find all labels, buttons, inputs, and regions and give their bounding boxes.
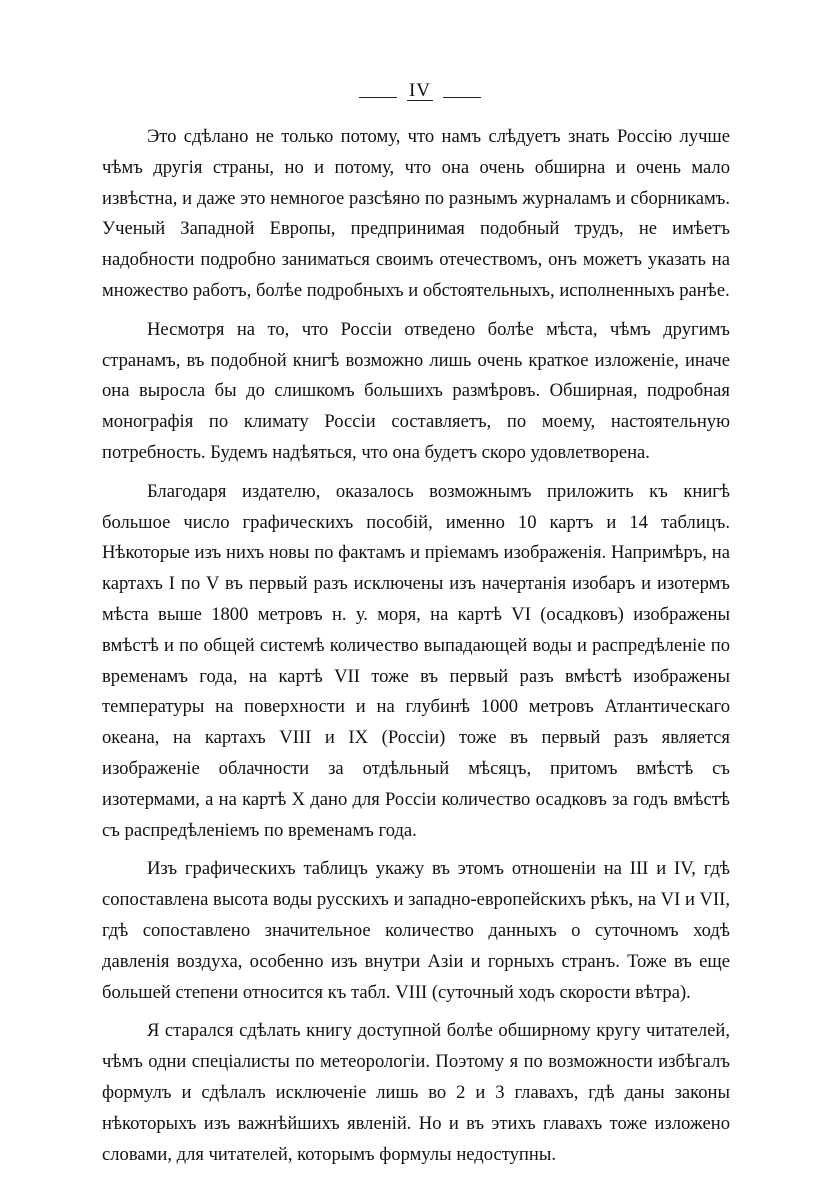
paragraph: Это сдѣлано не только потому, что намъ слѣдуетъ знать Россію лучше чѣмъ другія страны, но и потому, что она очень обширна и очень мало извѣстна, и даже это немногое разсѣяно по разнымъ журналамъ и сборникамъ. Ученый Западной Европы, предпринимая подобный трудъ, не имѣетъ надобности подробно заниматься своимъ отечествомъ, онъ можетъ указать на множество работъ, болѣе подробныхъ и обстоятельныхъ, исполненныхъ ранѣе.: [102, 126, 730, 301]
body-text: [102, 122, 730, 1178]
paragraph: Благодаря издателю, оказалось возможнымъ приложить къ книгѣ большое число графическихъ пособій, именно 10 картъ и 14 таблицъ. Нѣкоторые изъ нихъ новы по фактамъ и пріемамъ изображенія. Напримѣръ, на картахъ I по V въ первый разъ исключены изъ начертанія изобаръ и изотермъ мѣста выше 1800 метровъ н. у. моря, на картѣ VI (осадковъ) изображены вмѣстѣ и по общей системѣ количество выпадающей воды и распредѣленіе по временамъ года, на картѣ VII тоже въ первый разъ вмѣстѣ изображены температуры на поверхности и на глубинѣ 1000 метровъ Атлантическаго океана, на картахъ VIII и IX (Россіи) тоже въ первый разъ является изображеніе облачности за отдѣльный мѣсяцъ, притомъ вмѣстѣ съ изотермами, а на картѣ X дано для Россіи количество осадковъ за годъ вмѣстѣ съ распредѣленіемъ по временамъ года.: [102, 480, 730, 841]
paragraph: Я старался сдѣлать книгу доступной болѣе обширному кругу читателей, чѣмъ одни спеціалисты по метеорологіи. Поэтому я по возможности избѣгалъ формулъ и сдѣлалъ исключеніе лишь во 2 и 3 главахъ, гдѣ даны законы нѣкоторыхъ изъ важнѣйшихъ явленій. Но и въ этихъ главахъ тоже изложено словами, для читателей, которымъ формулы недоступны.: [102, 1020, 730, 1165]
header-rule-left: [359, 97, 397, 98]
paragraph: Изъ графическихъ таблицъ укажу въ этомъ отношеніи на III и IV, гдѣ сопоставлена высота воды русскихъ и западно-европейскихъ рѣкъ, на VI и VII, гдѣ сопоставлено значительное количество данныхъ о суточномъ ходѣ давленія воздуха, особенно изъ внутри Азіи и горныхъ странъ. Тоже въ еще большей степени относится къ табл. VIII (суточный ходъ скорости вѣтра).: [102, 858, 731, 1003]
paragraph: Несмотря на то, что Россіи отведено болѣе мѣста, чѣмъ другимъ странамъ, въ подобной книгѣ возможно лишь очень краткое изложеніе, иначе она выросла бы до слишкомъ большихъ размѣровъ. Обширная, подробная монографія по климату Россіи составляетъ, по моему, настоятельную потребность. Будемъ надѣяться, что она будетъ скоро удовлетворена.: [102, 318, 730, 463]
header-rule-right: [443, 97, 481, 98]
page-number: IV: [408, 80, 432, 101]
page-header: [0, 80, 840, 102]
